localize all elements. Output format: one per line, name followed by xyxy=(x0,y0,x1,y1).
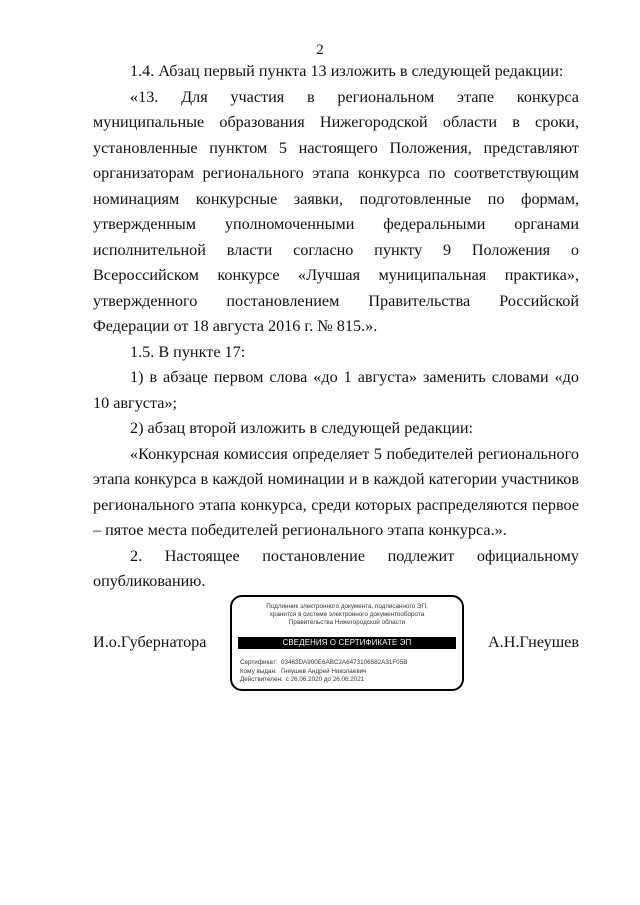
paragraph-commission-text: «Конкурсная комиссия определяет 5 победителей регионального этапа конкурса в каждой номинации и в каждой категории участников регионального этапа конкурса, среди которых распределяются первое – пятое места победителей регионального этапа конкурса.». xyxy=(93,444,579,539)
paragraph-1-5-item-1: 1) в абзаце первом слова «до 1 августа» заменить словами «до 10 августа»; xyxy=(93,368,579,412)
issued-to-row xyxy=(240,668,456,677)
paragraph-1-5-item-2: 2) абзац второй изложить в следующей редакции: xyxy=(130,419,474,437)
stamp-certificate-title: СВЕДЕНИЯ О СЕРТИФИКАТЕ ЭП xyxy=(238,637,456,649)
electronic-signature-stamp xyxy=(230,595,464,691)
stamp-header-line: Правительства Нижегородской области xyxy=(288,619,406,627)
paragraph-1-5: 1.5. В пункте 17: xyxy=(130,342,246,361)
certificate-row xyxy=(240,659,456,668)
page-number: 2 xyxy=(316,42,324,58)
stamp-header-line: Подлинник электронного документа, подписанного ЭП, xyxy=(266,603,428,610)
issued-to-value: Гнеушев Андрей Николаевич xyxy=(281,667,367,675)
signer-name: А.Н.Гнеушев xyxy=(487,633,579,651)
stamp-header xyxy=(236,603,458,628)
issued-to-label: Кому выдан: xyxy=(240,667,277,675)
paragraph-1-4: 1.4. Абзац первый пункта 13 изложить в следующей редакции: xyxy=(130,62,564,80)
stamp-header-line: хранится в системе электронного документооборота xyxy=(269,611,425,619)
paragraph-publication: 2. Настоящее постановление подлежит официальному опубликованию. xyxy=(93,546,579,590)
certificate-label: Сертификат: xyxy=(240,659,278,666)
validity-value: с 26.06.2020 до 26.06.2021 xyxy=(285,676,365,683)
document-body xyxy=(93,59,579,595)
signer-position: И.о.Губернатора xyxy=(93,633,207,651)
signature-block xyxy=(93,595,579,693)
validity-row xyxy=(240,676,456,685)
stamp-certificate-details xyxy=(240,659,456,685)
paragraph-point-13-text: «13. Для участия в региональном этапе конкурса муниципальные образования Нижегородской области в сроки, установленные пунктом 5 настоящего Положения, представляют организаторам регионального этапа конкурса по соответствующим номинациям конкурсные заявки, подготовленные по формам, утвержденным уполномоченными федеральными органами исполнительной власти согласно пункту 9 Положения о Всероссийском конкурсе «Лучшая муниципальная практика», утвержденного постановлением Правительства Российской Федерации от 18 августа 2016 г. № 815.». xyxy=(93,87,579,335)
validity-label: Действителен: xyxy=(240,676,283,683)
certificate-value: 03463DA900E6ABC2A6473106582A31F05B xyxy=(281,659,408,666)
